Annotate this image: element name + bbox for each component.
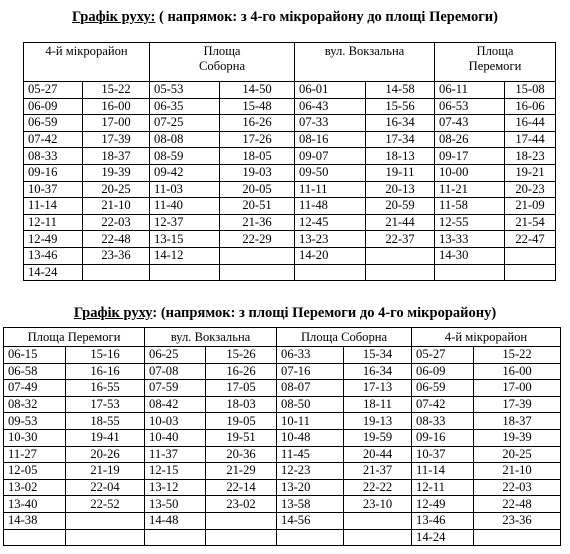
time-cell: 12-05: [4, 463, 66, 480]
table-row: [24, 181, 556, 198]
time-cell: 21-44: [366, 214, 435, 231]
time-cell: 05-27: [24, 82, 83, 99]
time-cell: 11-45: [277, 446, 344, 463]
table-row: [4, 512, 561, 529]
time-cell: [206, 512, 277, 529]
time-cell: 13-12: [145, 479, 206, 496]
time-cell: 09-16: [24, 164, 83, 181]
time-cell: 16-55: [66, 380, 145, 397]
time-cell: 06-43: [295, 98, 366, 115]
time-cell: 20-51: [220, 198, 295, 215]
time-cell: [505, 247, 556, 264]
time-cell: 05-27: [412, 347, 474, 364]
time-cell: 15-56: [366, 98, 435, 115]
time-cell: 20-36: [206, 446, 277, 463]
time-cell: [435, 264, 505, 281]
time-cell: [145, 529, 206, 546]
time-cell: 22-03: [474, 479, 561, 496]
time-cell: 19-11: [366, 164, 435, 181]
time-cell: 14-58: [366, 82, 435, 99]
time-cell: [220, 264, 295, 281]
time-cell: 09-53: [4, 413, 66, 430]
time-cell: [206, 529, 277, 546]
time-cell: 13-23: [295, 231, 366, 248]
time-cell: 14-48: [145, 512, 206, 529]
header-row: [4, 328, 561, 347]
time-cell: 13-02: [4, 479, 66, 496]
time-cell: [150, 264, 220, 281]
time-cell: 14-24: [24, 264, 83, 281]
time-cell: [366, 247, 435, 264]
time-cell: 20-25: [474, 446, 561, 463]
time-cell: [220, 247, 295, 264]
time-cell: 10-37: [24, 181, 83, 198]
time-cell: 13-15: [150, 231, 220, 248]
table-row: [4, 446, 561, 463]
time-cell: 12-11: [412, 479, 474, 496]
time-cell: 11-58: [435, 198, 505, 215]
schedule-table-1: [23, 42, 556, 281]
time-cell: 18-03: [206, 396, 277, 413]
time-cell: [4, 529, 66, 546]
stop-header-3: Площа Соборна: [277, 328, 412, 347]
stop-header-4: Площа Перемоги: [435, 43, 556, 82]
time-cell: [83, 264, 150, 281]
table-row: [24, 247, 556, 264]
time-cell: 19-05: [206, 413, 277, 430]
time-cell: 16-00: [474, 363, 561, 380]
time-cell: 18-23: [505, 148, 556, 165]
time-cell: 08-07: [277, 380, 344, 397]
schedule-title-1-prefix: Графік руху:: [72, 9, 156, 25]
time-cell: 12-37: [150, 214, 220, 231]
time-cell: 06-11: [435, 82, 505, 99]
time-cell: 22-04: [66, 479, 145, 496]
time-cell: 16-44: [505, 115, 556, 132]
time-cell: 10-03: [145, 413, 206, 430]
time-cell: 18-13: [366, 148, 435, 165]
time-cell: 21-10: [474, 463, 561, 480]
time-cell: 15-22: [83, 82, 150, 99]
time-cell: 12-11: [24, 214, 83, 231]
time-cell: 17-00: [83, 115, 150, 132]
time-cell: 07-42: [24, 131, 83, 148]
time-cell: 17-34: [366, 131, 435, 148]
time-cell: 10-40: [145, 429, 206, 446]
time-cell: 22-47: [505, 231, 556, 248]
time-cell: 07-42: [412, 396, 474, 413]
time-cell: 23-02: [206, 496, 277, 513]
schedule-title-2-rest: : (напрямок: з площі Перемоги до 4-го мікрорайону): [152, 305, 497, 321]
time-cell: 16-06: [505, 98, 556, 115]
time-cell: 18-55: [66, 413, 145, 430]
table-row: [24, 264, 556, 281]
time-cell: 20-26: [66, 446, 145, 463]
time-cell: 11-37: [145, 446, 206, 463]
stop-header-1: Площа Перемоги: [4, 328, 145, 347]
time-cell: 22-37: [366, 231, 435, 248]
time-cell: 06-59: [412, 380, 474, 397]
table-row: [24, 231, 556, 248]
stop-header-1: 4-й мікрорайон: [24, 43, 150, 82]
time-cell: 22-52: [66, 496, 145, 513]
table-row: [24, 98, 556, 115]
time-cell: 09-07: [295, 148, 366, 165]
table-row: [4, 529, 561, 546]
time-cell: 20-23: [505, 181, 556, 198]
time-cell: 20-44: [344, 446, 412, 463]
time-cell: 13-33: [435, 231, 505, 248]
table-row: [24, 115, 556, 132]
time-cell: 20-05: [220, 181, 295, 198]
time-cell: 07-33: [295, 115, 366, 132]
stop-header-2: Площа Соборна: [150, 43, 295, 82]
time-cell: 15-48: [220, 98, 295, 115]
time-cell: 19-59: [344, 429, 412, 446]
time-cell: 08-50: [277, 396, 344, 413]
time-cell: 20-59: [366, 198, 435, 215]
time-cell: 16-16: [66, 363, 145, 380]
time-cell: 21-09: [505, 198, 556, 215]
time-cell: 08-08: [150, 131, 220, 148]
time-cell: 11-14: [24, 198, 83, 215]
table-row: [24, 164, 556, 181]
time-cell: [295, 264, 366, 281]
table-row: [4, 380, 561, 397]
time-cell: 21-36: [220, 214, 295, 231]
time-cell: 17-39: [474, 396, 561, 413]
time-cell: 15-26: [206, 347, 277, 364]
time-cell: 07-25: [150, 115, 220, 132]
time-cell: 14-30: [435, 247, 505, 264]
time-cell: 06-53: [435, 98, 505, 115]
time-cell: 23-10: [344, 496, 412, 513]
time-cell: 17-05: [206, 380, 277, 397]
time-cell: 09-16: [412, 429, 474, 446]
time-cell: 21-10: [83, 198, 150, 215]
time-cell: 07-59: [145, 380, 206, 397]
time-cell: 07-49: [4, 380, 66, 397]
time-cell: 23-36: [474, 512, 561, 529]
time-cell: 22-29: [220, 231, 295, 248]
time-cell: [344, 512, 412, 529]
table-row: [4, 496, 561, 513]
time-cell: 19-21: [505, 164, 556, 181]
time-cell: 19-51: [206, 429, 277, 446]
time-cell: 11-03: [150, 181, 220, 198]
time-cell: 06-33: [277, 347, 344, 364]
time-cell: 12-49: [412, 496, 474, 513]
time-cell: 15-34: [344, 347, 412, 364]
time-cell: 13-20: [277, 479, 344, 496]
time-cell: 06-59: [24, 115, 83, 132]
time-cell: 22-14: [206, 479, 277, 496]
time-cell: 06-58: [4, 363, 66, 380]
time-cell: [277, 529, 344, 546]
time-cell: 10-00: [435, 164, 505, 181]
schedule-title-1-rest: ( напрямок: з 4-го мікрорайону до площі Перемоги): [155, 9, 498, 25]
time-cell: 13-46: [412, 512, 474, 529]
time-cell: 17-44: [505, 131, 556, 148]
time-cell: 10-37: [412, 446, 474, 463]
time-cell: 10-11: [277, 413, 344, 430]
time-cell: 06-15: [4, 347, 66, 364]
time-cell: [505, 264, 556, 281]
time-cell: 20-25: [83, 181, 150, 198]
time-cell: 11-40: [150, 198, 220, 215]
stop-header-3: вул. Вокзальна: [295, 43, 435, 82]
time-cell: 17-39: [83, 131, 150, 148]
time-cell: 21-19: [66, 463, 145, 480]
time-cell: 13-46: [24, 247, 83, 264]
time-cell: 16-34: [366, 115, 435, 132]
time-cell: 06-01: [295, 82, 366, 99]
time-cell: 22-22: [344, 479, 412, 496]
time-cell: 18-05: [220, 148, 295, 165]
time-cell: 14-24: [412, 529, 474, 546]
stop-header-4: 4-й мікрорайон: [412, 328, 561, 347]
time-cell: 17-00: [474, 380, 561, 397]
table-row: [4, 479, 561, 496]
stop-header-2: вул. Вокзальна: [145, 328, 277, 347]
schedule-table-2: [3, 327, 561, 546]
time-cell: 20-13: [366, 181, 435, 198]
time-cell: 08-32: [4, 396, 66, 413]
time-cell: [66, 512, 145, 529]
table-row: [4, 347, 561, 364]
time-cell: 16-34: [344, 363, 412, 380]
table-row: [24, 148, 556, 165]
header-row: [24, 43, 556, 82]
time-cell: [474, 529, 561, 546]
time-cell: 21-37: [344, 463, 412, 480]
time-cell: 14-20: [295, 247, 366, 264]
time-cell: 06-09: [412, 363, 474, 380]
time-cell: 15-22: [474, 347, 561, 364]
time-cell: 22-48: [83, 231, 150, 248]
time-cell: 19-13: [344, 413, 412, 430]
time-cell: 18-37: [474, 413, 561, 430]
time-cell: [366, 264, 435, 281]
time-cell: 18-11: [344, 396, 412, 413]
schedule-title-1: [0, 9, 570, 26]
time-cell: 08-59: [150, 148, 220, 165]
time-cell: 14-38: [4, 512, 66, 529]
time-cell: 14-50: [220, 82, 295, 99]
table-row: [4, 413, 561, 430]
time-cell: 22-03: [83, 214, 150, 231]
time-cell: 07-16: [277, 363, 344, 380]
time-cell: [66, 529, 145, 546]
time-cell: 11-27: [4, 446, 66, 463]
time-cell: 19-39: [83, 164, 150, 181]
time-cell: 18-37: [83, 148, 150, 165]
time-cell: 14-56: [277, 512, 344, 529]
time-cell: 09-17: [435, 148, 505, 165]
time-cell: 12-49: [24, 231, 83, 248]
time-cell: 07-43: [435, 115, 505, 132]
schedule-title-2-prefix: Графік руху: [73, 305, 153, 321]
time-cell: 17-13: [344, 380, 412, 397]
table-row: [4, 396, 561, 413]
time-cell: 17-53: [66, 396, 145, 413]
time-cell: 08-42: [145, 396, 206, 413]
time-cell: 10-30: [4, 429, 66, 446]
table-row: [24, 82, 556, 99]
time-cell: 11-14: [412, 463, 474, 480]
time-cell: 12-45: [295, 214, 366, 231]
time-cell: 08-33: [24, 148, 83, 165]
time-cell: 11-48: [295, 198, 366, 215]
time-cell: 11-21: [435, 181, 505, 198]
time-cell: 10-48: [277, 429, 344, 446]
table-row: [4, 463, 561, 480]
time-cell: 06-25: [145, 347, 206, 364]
time-cell: 07-08: [145, 363, 206, 380]
time-cell: 22-48: [474, 496, 561, 513]
time-cell: 19-03: [220, 164, 295, 181]
time-cell: 08-26: [435, 131, 505, 148]
time-cell: 13-58: [277, 496, 344, 513]
time-cell: 12-23: [277, 463, 344, 480]
schedule-title-2: [0, 305, 570, 322]
time-cell: 11-11: [295, 181, 366, 198]
table-row: [4, 363, 561, 380]
time-cell: 16-26: [206, 363, 277, 380]
time-cell: 23-36: [83, 247, 150, 264]
table-row: [24, 198, 556, 215]
time-cell: 19-41: [66, 429, 145, 446]
time-cell: 12-15: [145, 463, 206, 480]
time-cell: 09-42: [150, 164, 220, 181]
time-cell: 13-40: [4, 496, 66, 513]
time-cell: 09-50: [295, 164, 366, 181]
time-cell: 15-16: [66, 347, 145, 364]
time-cell: 13-50: [145, 496, 206, 513]
time-cell: 21-29: [206, 463, 277, 480]
table-row: [24, 214, 556, 231]
time-cell: 06-09: [24, 98, 83, 115]
time-cell: [344, 529, 412, 546]
time-cell: 05-53: [150, 82, 220, 99]
time-cell: 17-26: [220, 131, 295, 148]
time-cell: 16-26: [220, 115, 295, 132]
time-cell: 15-08: [505, 82, 556, 99]
time-cell: 08-33: [412, 413, 474, 430]
time-cell: 19-39: [474, 429, 561, 446]
time-cell: 08-16: [295, 131, 366, 148]
time-cell: 12-55: [435, 214, 505, 231]
time-cell: 06-35: [150, 98, 220, 115]
table-row: [4, 429, 561, 446]
time-cell: 16-00: [83, 98, 150, 115]
time-cell: 14-12: [150, 247, 220, 264]
table-row: [24, 131, 556, 148]
time-cell: 21-54: [505, 214, 556, 231]
